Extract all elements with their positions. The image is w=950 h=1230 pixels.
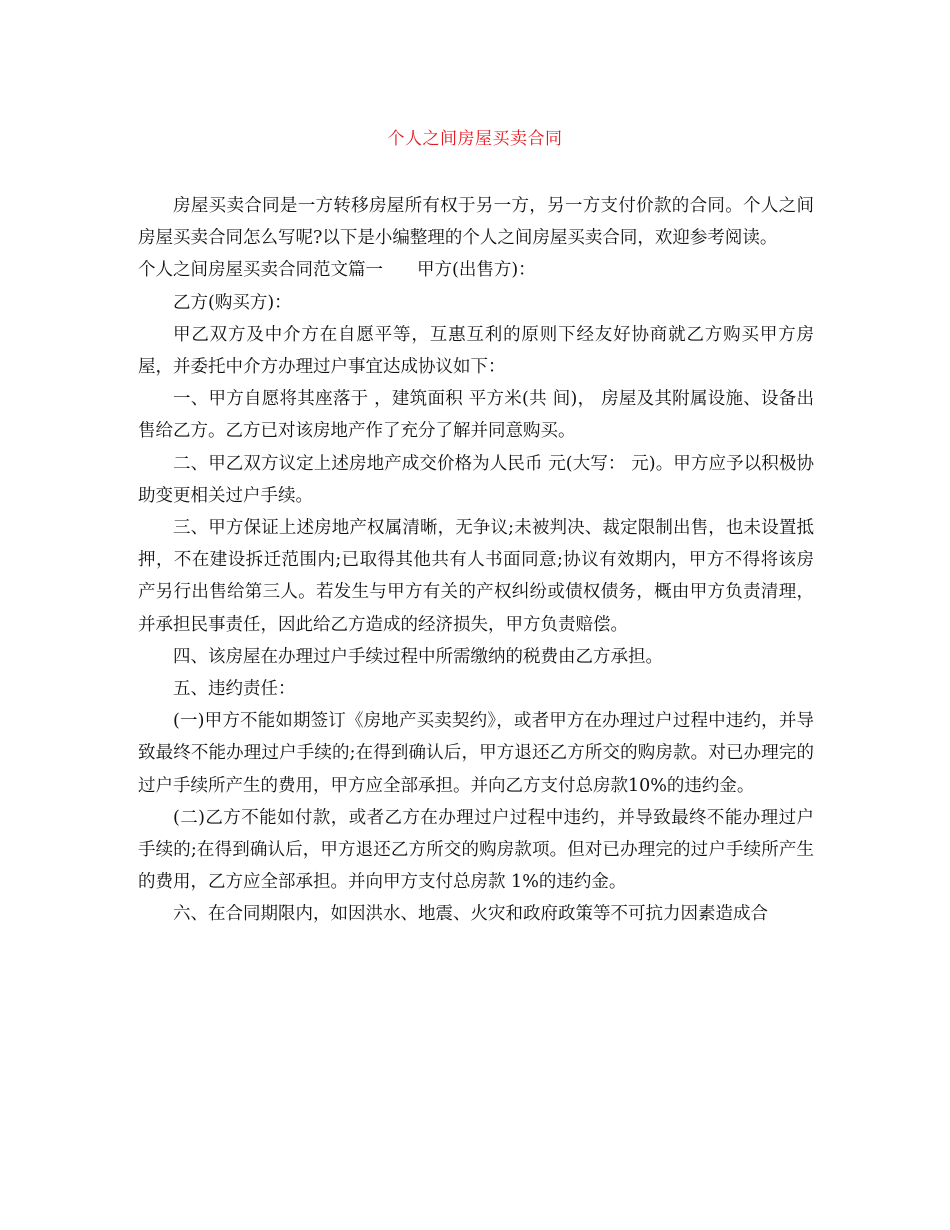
clause-paragraph: 四、该房屋在办理过户手续过程中所需缴纳的税费由乙方承担。: [173, 646, 663, 667]
party-b-label: 乙方(购买方)：: [173, 292, 292, 313]
clause-paragraph: 一、甲方自愿将其座落于 ，建筑面积 平方米(共 间)， 房屋及其附属设施、设备出售给乙方。乙方已对该房地产作了充分了解并同意购买。: [138, 389, 814, 442]
intro-paragraph: 房屋买卖合同是一方转移房屋所有权于另一方，另一方支付价款的合同。个人之间房屋买卖合同怎么写呢?以下是小编整理的个人之间房屋买卖合同，欢迎参考阅读。: [138, 196, 814, 249]
section-heading: 个人之间房屋买卖合同范文篇一: [138, 260, 383, 281]
clause-paragraph: 二、甲乙双方议定上述房地产成交价格为人民币 元(大写： 元)。甲方应予以积极协助变更相关过户手续。: [138, 453, 814, 506]
document-body: [138, 190, 814, 931]
section-heading-line: [138, 254, 814, 286]
clause-paragraph: 三、甲方保证上述房地产权属清晰，无争议;未被判决、裁定限制出售，也未设置抵押，不在建设拆迁范围内;已取得其他共有人书面同意;协议有效期内，甲方不得将该房产另行出售给第三人。若发生与甲方有关的产权纠纷或债权债务，概由甲方负责清理，并承担民事责任，因此给乙方造成的经济损失，甲方负责赔偿。: [138, 518, 814, 635]
clause-paragraph: (二)乙方不能如付款，或者乙方在办理过户过程中违约，并导致最终不能办理过户手续的;在得到确认后，甲方退还乙方所交的购房款项。但对已办理完的过户手续所产生的费用，乙方应全部承担。并向甲方支付总房款 1%的违约金。: [138, 807, 814, 893]
clause-paragraph: 五、违约责任：: [173, 679, 296, 700]
document-title: 个人之间房屋买卖合同: [387, 129, 563, 149]
clause-paragraph: (一)甲方不能如期签订《房地产买卖契约》，或者甲方在办理过户过程中违约，并导致最终不能办理过户手续的;在得到确认后，甲方退还乙方所交的购房款。对已办理完的过户手续所产生的费用，甲方应全部承担。并向乙方支付总房款10%的违约金。: [138, 711, 814, 796]
preamble-paragraph: 甲乙双方及中介方在自愿平等，互惠互利的原则下经友好协商就乙方购买甲方房屋，并委托中介方办理过户事宜达成协议如下：: [138, 324, 814, 378]
party-a-label: 甲方(出售方)：: [417, 260, 536, 281]
clause-paragraph: 六、在合同期限内，如因洪水、地震、火灾和政府政策等不可抗力因素造成合: [173, 904, 768, 925]
